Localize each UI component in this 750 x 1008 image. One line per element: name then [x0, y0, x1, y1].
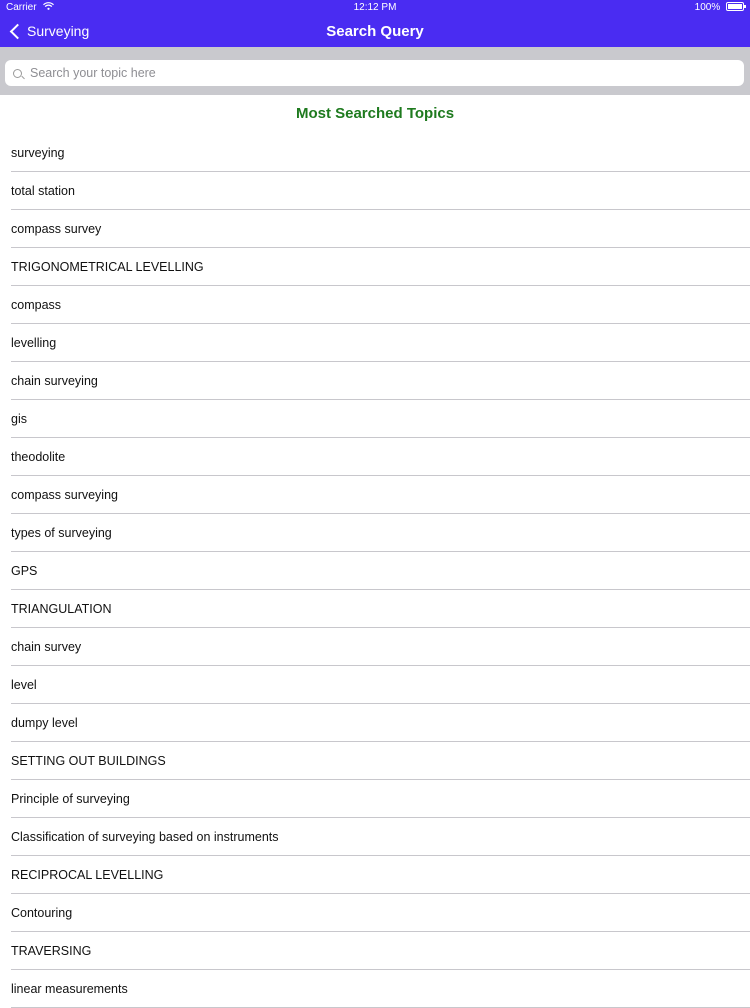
- topic-list-item[interactable]: linear measurements: [11, 970, 750, 1008]
- topic-list-item[interactable]: compass survey: [11, 210, 750, 248]
- status-bar: [0, 0, 750, 16]
- topic-list-item[interactable]: RECIPROCAL LEVELLING: [11, 856, 750, 894]
- topic-list-item[interactable]: dumpy level: [11, 704, 750, 742]
- topic-list-item[interactable]: GPS: [11, 552, 750, 590]
- section-title: Most Searched Topics: [295, 105, 455, 122]
- topic-list-item[interactable]: Principle of surveying: [11, 780, 750, 818]
- topic-list-item[interactable]: surveying: [11, 134, 750, 172]
- topic-list-item[interactable]: TRIGONOMETRICAL LEVELLING: [11, 248, 750, 286]
- topic-list-item[interactable]: levelling: [11, 324, 750, 362]
- topic-list-item[interactable]: Classification of surveying based on instruments: [11, 818, 750, 856]
- topic-list-item[interactable]: total station: [11, 172, 750, 210]
- battery-indicator: [695, 0, 744, 16]
- status-time: 12:12 PM: [353, 2, 397, 13]
- search-icon: [13, 69, 22, 78]
- navigation-bar: [0, 16, 750, 47]
- topic-list-item[interactable]: compass surveying: [11, 476, 750, 514]
- topic-list-item[interactable]: Contouring: [11, 894, 750, 932]
- topic-list-item[interactable]: TRAVERSING: [11, 932, 750, 970]
- topic-list-item[interactable]: types of surveying: [11, 514, 750, 552]
- search-bar: [0, 47, 750, 95]
- back-button-label: Surveying: [27, 23, 90, 39]
- topic-list-item[interactable]: gis: [11, 400, 750, 438]
- topic-list-item[interactable]: SETTING OUT BUILDINGS: [11, 742, 750, 780]
- page-title: Search Query: [326, 23, 424, 40]
- search-input[interactable]: [30, 62, 720, 84]
- search-field[interactable]: [5, 60, 744, 86]
- topic-list-item[interactable]: chain surveying: [11, 362, 750, 400]
- topic-list-item[interactable]: level: [11, 666, 750, 704]
- battery-icon: [726, 2, 744, 11]
- carrier-text: Carrier: [6, 2, 37, 13]
- topic-list: [0, 134, 750, 1008]
- topic-list-item[interactable]: compass: [11, 286, 750, 324]
- topic-list-item[interactable]: theodolite: [11, 438, 750, 476]
- topic-list-item[interactable]: TRIANGULATION: [11, 590, 750, 628]
- battery-percent: 100%: [694, 2, 721, 13]
- topic-list-item[interactable]: chain survey: [11, 628, 750, 666]
